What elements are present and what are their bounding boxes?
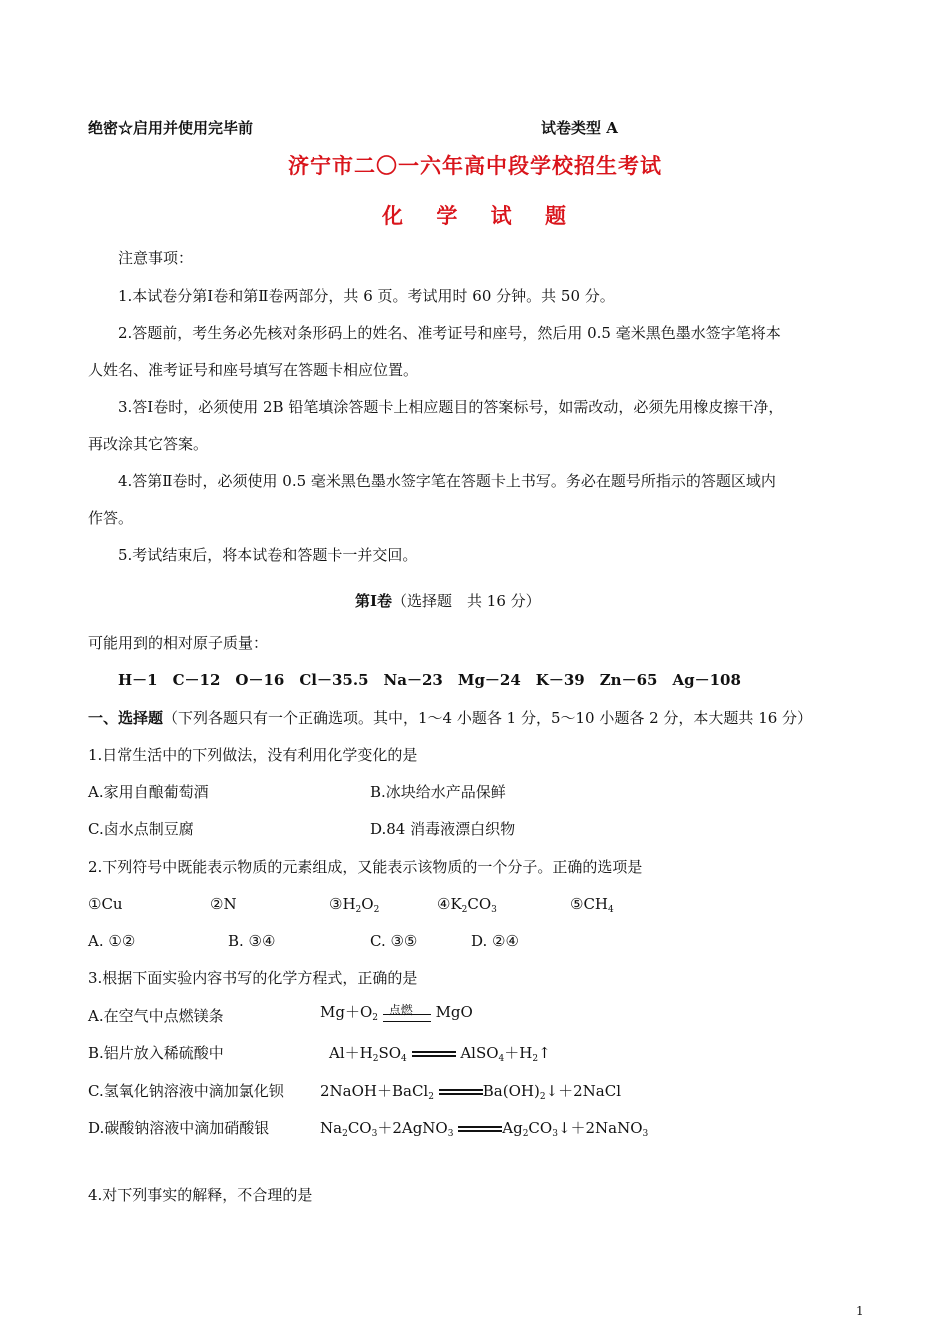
question-1-option-b: B.冰块给水产品保鲜 (370, 783, 506, 801)
question-3-option-d-equation: $Na_2CO_3+2AgNO_3$ $Ag_2CO_3↓+2NaNO_3$ (320, 1119, 649, 1139)
question-1-option-a: A.家用自酿葡萄酒 (88, 783, 209, 801)
question-3-option-c-label: C.氢氧化钠溶液中滴加氯化钡 (88, 1082, 284, 1100)
paper-type-label: 试卷类型 A (541, 119, 618, 137)
section-1-heading (355, 591, 541, 611)
notice-item-4-cont: 作答。 (88, 509, 134, 527)
exam-subtitle: 化 学 试 题 (382, 203, 568, 228)
question-2-symbol-1: ①Cu (88, 895, 123, 913)
notice-item-4: 4.答第Ⅱ卷时，必须使用 0.5 毫米黑色墨水签字笔在答题卡上书写。务必在题号所指示的答题区域内 (118, 472, 776, 490)
question-3-stem: 3.根据下面实验内容书写的化学方程式，正确的是 (88, 969, 418, 987)
equation-sign (412, 1048, 456, 1060)
question-2-symbol-5: $⑤CH_4$ (570, 895, 614, 915)
question-2-symbol-2: ②N (210, 895, 237, 913)
question-3-option-a-label: A.在空气中点燃镁条 (88, 1007, 224, 1025)
section-1-heading-rest: （选择题 共 16 分） (392, 592, 541, 610)
part-1-heading-bold: 一、选择题 (88, 709, 164, 727)
notice-heading: 注意事项： (118, 249, 194, 267)
notice-item-1: 1.本试卷分第Ⅰ卷和第Ⅱ卷两部分，共 6 页。考试用时 60 分钟。共 50 分。 (118, 287, 615, 305)
question-2-stem: 2.下列符号中既能表示物质的元素组成，又能表示该物质的一个分子。正确的选项是 (88, 858, 643, 876)
question-2-symbol-3: $③H_2O_2$ (329, 895, 380, 915)
question-2-option-b: B. ③④ (228, 932, 276, 950)
atomic-mass-values: H－1 C－12 O－16 Cl－35.5 Na－23 Mg－24 K－39 Zn－65 Ag－108 (118, 671, 741, 689)
equation-sign-with-condition: 点燃 (383, 1002, 431, 1024)
question-1-option-d: D.84 消毒液漂白织物 (370, 820, 516, 838)
page-number: 1 (856, 1304, 864, 1318)
question-4-stem: 4.对下列事实的解释，不合理的是 (88, 1186, 313, 1204)
confidential-label: 绝密☆启用并使用完毕前 (88, 119, 254, 137)
question-2-option-a: A. ①② (88, 932, 136, 950)
equation-sign (458, 1123, 502, 1135)
question-3-option-a-equation: $Mg+O_2$ 点燃 MgO (320, 1003, 473, 1023)
question-2-symbol-4: $④K_2CO_3$ (437, 895, 497, 915)
atomic-mass-label: 可能用到的相对原子质量： (88, 634, 269, 652)
notice-item-2-cont: 人姓名、准考证号和座号填写在答题卡相应位置。 (88, 361, 419, 379)
question-2-option-c: C. ③⑤ (370, 932, 418, 950)
question-3-option-c-equation: 2NaOH＋BaCl$_2$ $Ba(OH)_2↓+2NaCl$ (320, 1082, 622, 1102)
part-1-heading (88, 708, 812, 728)
question-3-option-b-label: B.铝片放入稀硫酸中 (88, 1044, 224, 1062)
notice-item-3-cont: 再改涂其它答案。 (88, 435, 209, 453)
question-3-option-d-label: D.碳酸钠溶液中滴加硝酸银 (88, 1119, 270, 1137)
equation-sign (439, 1086, 483, 1098)
question-1-option-c: C.卤水点制豆腐 (88, 820, 194, 838)
question-2-option-d: D. ②④ (471, 932, 519, 950)
question-3-option-b-equation: $Al+H_2SO_4$ $AlSO_4+H_2↑$ (329, 1044, 551, 1064)
question-1-stem: 1.日常生活中的下列做法，没有利用化学变化的是 (88, 746, 418, 764)
notice-item-5: 5.考试结束后，将本试卷和答题卡一并交回。 (118, 546, 418, 564)
exam-title: 济宁市二〇一六年高中段学校招生考试 (288, 153, 662, 178)
notice-item-3: 3.答Ⅰ卷时，必须使用 2B 铅笔填涂答题卡上相应题目的答案标号，如需改动，必须先用橡皮擦干净， (118, 398, 784, 416)
section-1-heading-bold: 第Ⅰ卷 (355, 592, 393, 610)
notice-item-2: 2.答题前，考生务必先核对条形码上的姓名、准考证号和座号，然后用 0.5 毫米黑色墨水签字笔将本 (118, 324, 781, 342)
part-1-heading-rest: （下列各题只有一个正确选项。其中，1～4 小题各 1 分，5～10 小题各 2 分，本大题共 16 分） (163, 709, 813, 727)
